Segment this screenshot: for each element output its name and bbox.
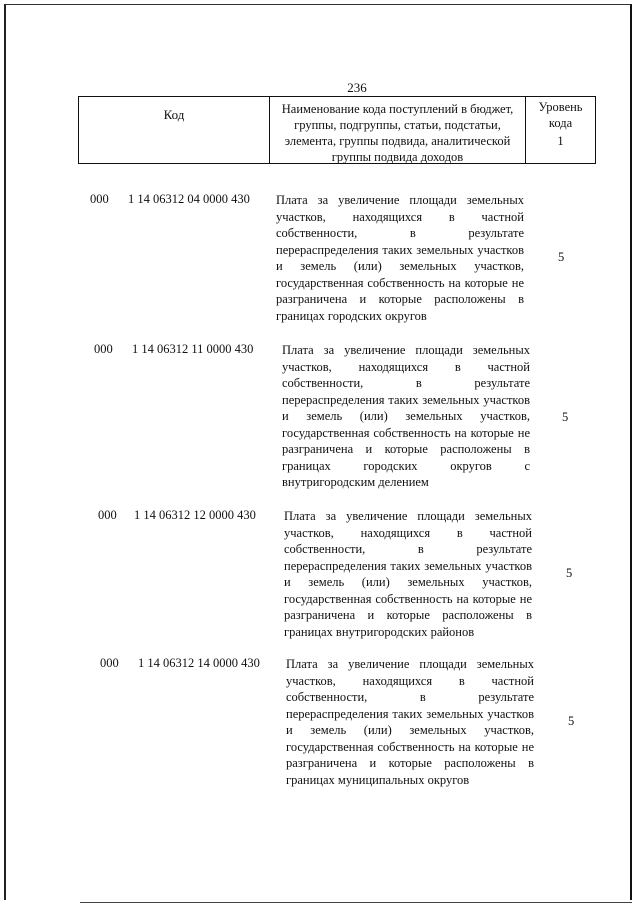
header-name-label: Наименование кода поступлений в бюджет, группы, подгруппы, статьи, подстатьи, элемента, группы подвида, аналитической группы подвида доходов xyxy=(281,102,514,164)
row-code: 1 14 06312 04 0000 430 xyxy=(128,192,250,206)
row-description: Плата за увеличение площади земельных участков, находящихся в частной собственности, в результате перераспределения таких земельных участков и земель (или) земельных участков, государственная собственность на которые не разграничена и которые расположены в границах городских округов с внутригородским делением xyxy=(282,343,530,489)
row-prefix: 000 xyxy=(100,656,119,670)
header-table xyxy=(78,96,596,164)
row-description: Плата за увеличение площади земельных участков, находящихся в частной собственности, в результате перераспределения таких земельных участков и земель (или) земельных участков, государственная собственность на которые не разграничена и которые расположены в границах муниципальных округов xyxy=(286,657,534,787)
page-bottom-line xyxy=(80,902,632,903)
header-code-label: Код xyxy=(163,107,185,122)
row-code: 1 14 06312 14 0000 430 xyxy=(138,656,260,670)
row-description: Плата за увеличение площади земельных участков, находящихся в частной собственности, в результате перераспределения таких земельных участков и земель (или) земельных участков, государственная собственность на которые не разграничена и которые расположены в границах городских округов xyxy=(276,193,524,323)
header-name-cell xyxy=(270,97,526,163)
row-level: 5 xyxy=(558,250,565,264)
row-prefix: 000 xyxy=(98,508,117,522)
header-level-cell xyxy=(526,97,596,163)
row-prefix: 000 xyxy=(94,342,113,356)
row-description: Плата за увеличение площади земельных участков, находящихся в частной собственности, в результате перераспределения таких земельных участков и земель (или) земельных участков, государственная собственность на которые не разграничена и которые расположены в границах внутригородских районов xyxy=(284,509,532,639)
row-level: 5 xyxy=(566,566,573,580)
row-code: 1 14 06312 12 0000 430 xyxy=(134,508,256,522)
header-code-cell xyxy=(78,97,270,163)
row-code: 1 14 06312 11 0000 430 xyxy=(132,342,254,356)
page-number: 236 xyxy=(347,80,367,95)
level-footnote-mark: 1 xyxy=(557,134,564,148)
row-level: 5 xyxy=(562,410,569,424)
row-level: 5 xyxy=(568,714,575,728)
header-level-label: Уровень кода 1 xyxy=(526,99,595,149)
row-prefix: 000 xyxy=(90,192,109,206)
